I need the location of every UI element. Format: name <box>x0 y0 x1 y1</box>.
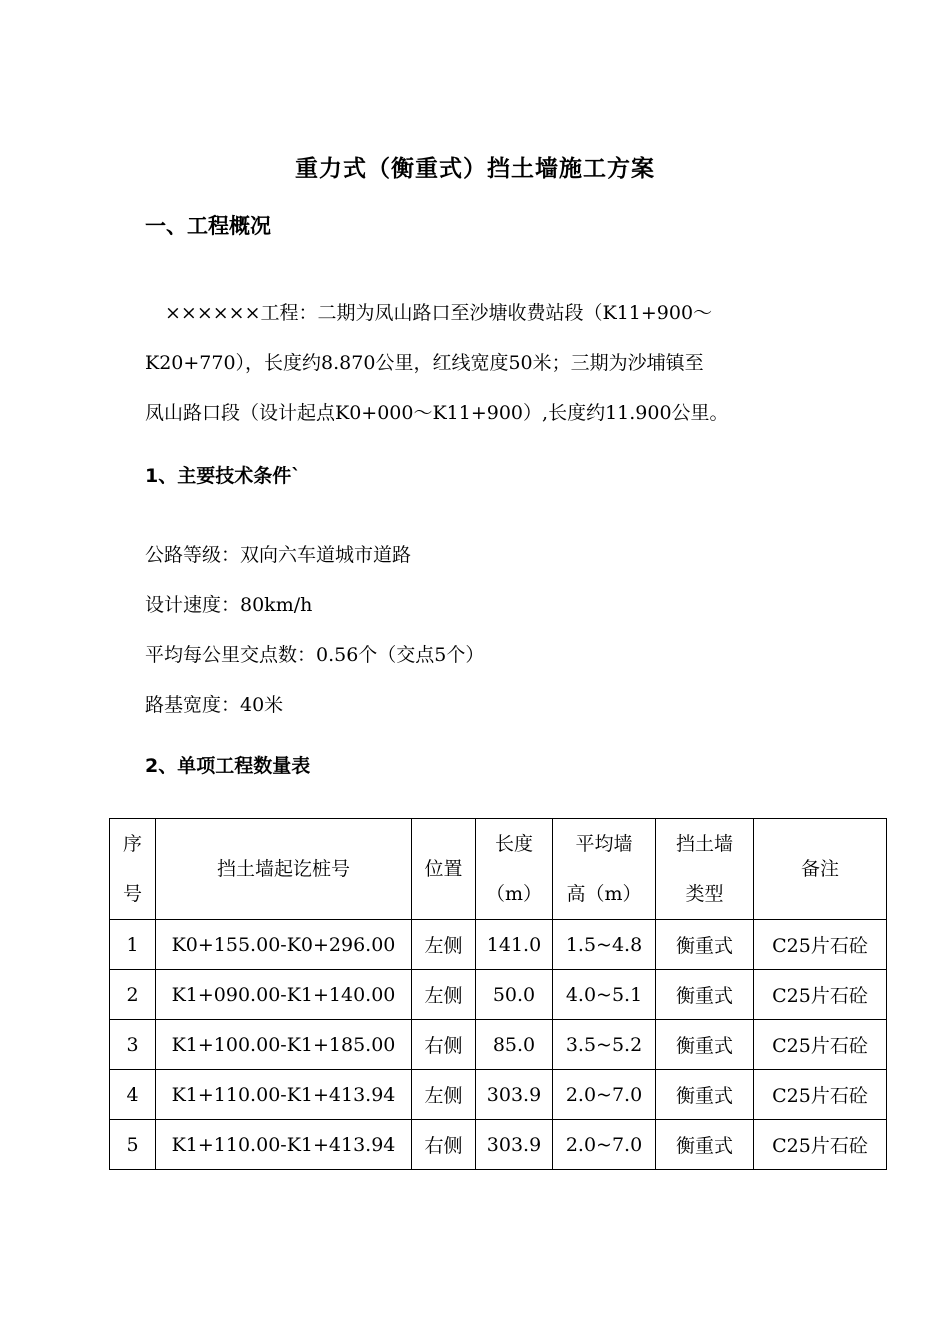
table-row <box>110 1120 887 1170</box>
cell-station-range: K1+110.00-K1+413.94 <box>156 1070 412 1120</box>
cell-avg-height: 1.5~4.8 <box>553 920 656 970</box>
condition-road-grade: 公路等级：双向六车道城市道路 <box>145 544 412 566</box>
cell-avg-height: 2.0~7.0 <box>553 1120 656 1170</box>
condition-intersections: 平均每公里交点数：0.56个（交点5个） <box>145 644 485 666</box>
cell-wall-type: 衡重式 <box>656 1020 754 1070</box>
cell-seq: 2 <box>110 970 156 1020</box>
cell-remark: C25片石砼 <box>754 1020 887 1070</box>
cell-station-range: K1+090.00-K1+140.00 <box>156 970 412 1020</box>
header-avg-height: 平均墙 高（m） <box>553 819 656 920</box>
cell-position: 右侧 <box>412 1020 476 1070</box>
table-header-row <box>110 819 887 920</box>
cell-length: 303.9 <box>476 1070 553 1120</box>
cell-wall-type: 衡重式 <box>656 920 754 970</box>
overview-line-3: 凤山路口段（设计起点K0+000～K11+900）,长度约11.900公里。 <box>145 402 729 424</box>
cell-length: 141.0 <box>476 920 553 970</box>
cell-wall-type: 衡重式 <box>656 1120 754 1170</box>
header-length: 长度 （m） <box>476 819 553 920</box>
cell-wall-type: 衡重式 <box>656 1070 754 1120</box>
header-remark: 备注 <box>754 819 887 920</box>
cell-station-range: K1+110.00-K1+413.94 <box>156 1120 412 1170</box>
cell-remark: C25片石砼 <box>754 1120 887 1170</box>
header-position: 位置 <box>412 819 476 920</box>
table-row <box>110 1070 887 1120</box>
cell-avg-height: 2.0~7.0 <box>553 1070 656 1120</box>
condition-design-speed: 设计速度：80km/h <box>145 594 313 616</box>
cell-seq: 1 <box>110 920 156 970</box>
table-row <box>110 970 887 1020</box>
cell-seq: 4 <box>110 1070 156 1120</box>
cell-length: 50.0 <box>476 970 553 1020</box>
subsection-heading-technical-conditions: 1、主要技术条件` <box>145 465 301 487</box>
cell-avg-height: 4.0~5.1 <box>553 970 656 1020</box>
document-title: 重力式（衡重式）挡土墙施工方案 <box>295 156 655 182</box>
overview-line-2: K20+770），长度约8.870公里，红线宽度50米；三期为沙埔镇至 <box>145 352 704 374</box>
condition-subgrade-width: 路基宽度：40米 <box>145 694 284 716</box>
header-wall-type: 挡土墙 类型 <box>656 819 754 920</box>
section-heading-overview: 一、工程概况 <box>145 214 271 238</box>
cell-seq: 3 <box>110 1020 156 1070</box>
header-seq: 序 号 <box>110 819 156 920</box>
cell-seq: 5 <box>110 1120 156 1170</box>
cell-wall-type: 衡重式 <box>656 970 754 1020</box>
cell-position: 左侧 <box>412 970 476 1020</box>
cell-station-range: K0+155.00-K0+296.00 <box>156 920 412 970</box>
cell-remark: C25片石砼 <box>754 1070 887 1120</box>
cell-position: 左侧 <box>412 920 476 970</box>
table-row <box>110 1020 887 1070</box>
cell-position: 右侧 <box>412 1120 476 1170</box>
quantity-table <box>109 818 887 1170</box>
cell-remark: C25片石砼 <box>754 970 887 1020</box>
overview-line-1: ××××××工程：二期为凤山路口至沙塘收费站段（K11+900～ <box>165 302 713 324</box>
header-station-range: 挡土墙起讫桩号 <box>156 819 412 920</box>
cell-length: 303.9 <box>476 1120 553 1170</box>
cell-avg-height: 3.5~5.2 <box>553 1020 656 1070</box>
cell-station-range: K1+100.00-K1+185.00 <box>156 1020 412 1070</box>
cell-length: 85.0 <box>476 1020 553 1070</box>
cell-position: 左侧 <box>412 1070 476 1120</box>
table-row <box>110 920 887 970</box>
subsection-heading-quantity-table: 2、单项工程数量表 <box>145 755 311 777</box>
cell-remark: C25片石砼 <box>754 920 887 970</box>
